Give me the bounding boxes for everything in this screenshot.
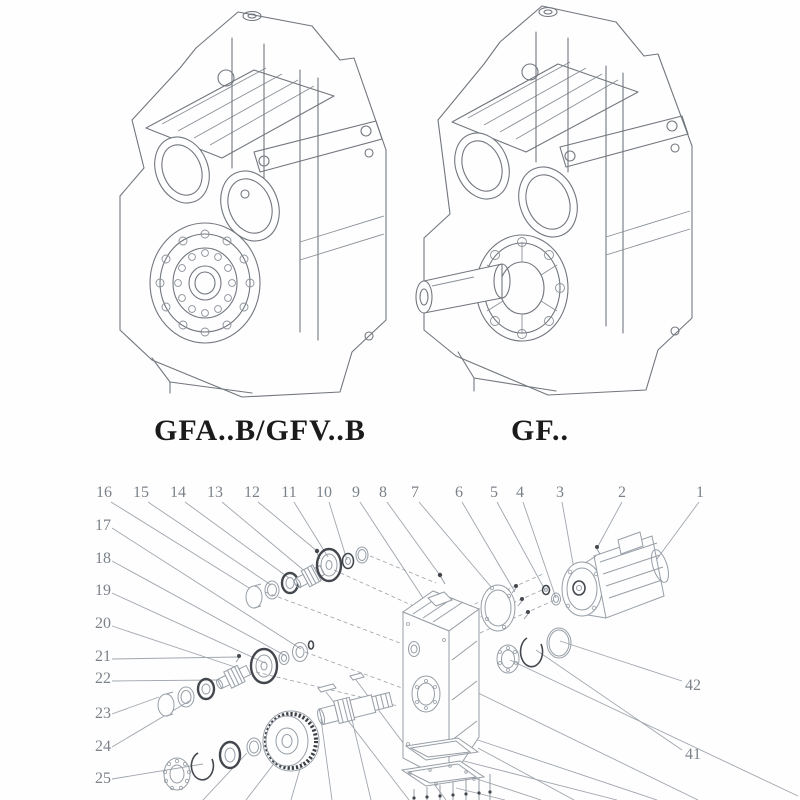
- callout-7: 7: [411, 484, 419, 501]
- callout-42: 42: [685, 677, 701, 694]
- callout-16: 16: [96, 484, 112, 501]
- small-ring: [247, 738, 261, 756]
- shaft-keys: [318, 673, 364, 692]
- left-model-label: GFA..B/GFV..B: [154, 414, 366, 447]
- callout-12: 12: [244, 484, 260, 501]
- motor: [562, 532, 672, 618]
- small-ring: [279, 652, 289, 665]
- ball-bearing: [497, 645, 519, 673]
- callout-21: 21: [95, 648, 111, 665]
- seal-ring: [265, 581, 279, 599]
- callout-19: 19: [95, 582, 111, 599]
- motor-flange: [562, 562, 602, 616]
- roller-bearing: [163, 758, 190, 790]
- callout-numbers: [95, 484, 704, 787]
- seal-ring: [220, 742, 240, 768]
- seal-ring: [178, 687, 194, 707]
- key-screw: [236, 654, 241, 662]
- callout-8: 8: [379, 484, 387, 501]
- callout-10: 10: [316, 484, 332, 501]
- nut: [543, 586, 550, 595]
- spacer-ring: [343, 554, 354, 569]
- side-panel: [560, 66, 690, 335]
- callout-6: 6: [455, 484, 463, 501]
- gfa-gearbox-drawing: [120, 12, 386, 398]
- bottom-cover: [402, 761, 484, 786]
- gf-gearbox-drawing: [416, 6, 692, 395]
- input-gear: [317, 549, 341, 581]
- callout-41: 41: [685, 746, 701, 763]
- intermediate-shaft-group: [158, 641, 314, 716]
- motor-bolt: [595, 545, 600, 554]
- callout-20: 20: [95, 615, 111, 632]
- callout-2: 2: [618, 484, 626, 501]
- exploded-diagram: [0, 460, 800, 800]
- hollow-shaft-flange: [150, 223, 260, 343]
- callout-23: 23: [95, 705, 111, 722]
- adapter-flange: [481, 585, 515, 631]
- callout-22: 22: [95, 670, 111, 687]
- output-gear: [263, 711, 319, 771]
- callout-15: 15: [133, 484, 149, 501]
- washer: [552, 593, 561, 605]
- callout-24: 24: [95, 738, 111, 755]
- callout-9: 9: [352, 484, 360, 501]
- bearing: [198, 679, 214, 699]
- callout-17: 17: [95, 517, 111, 534]
- callout-5: 5: [490, 484, 498, 501]
- vent-bolt: [438, 573, 445, 584]
- oil-cap-icon: [539, 8, 557, 17]
- snap-ring: [191, 753, 213, 780]
- callout-4: 4: [516, 484, 524, 501]
- callout-13: 13: [207, 484, 223, 501]
- callout-11: 11: [281, 484, 297, 501]
- callout-1: 1: [696, 484, 704, 501]
- end-cap: [158, 692, 174, 716]
- pin: [309, 641, 314, 649]
- bearing: [282, 573, 298, 593]
- callout-3: 3: [556, 484, 564, 501]
- callout-25: 25: [95, 770, 111, 787]
- callout-18: 18: [95, 550, 111, 567]
- right-model-label: GF..: [511, 414, 569, 447]
- input-bores: [445, 125, 587, 246]
- small-ring: [356, 547, 368, 563]
- intermediate-gear: [251, 649, 277, 683]
- callout-14: 14: [170, 484, 186, 501]
